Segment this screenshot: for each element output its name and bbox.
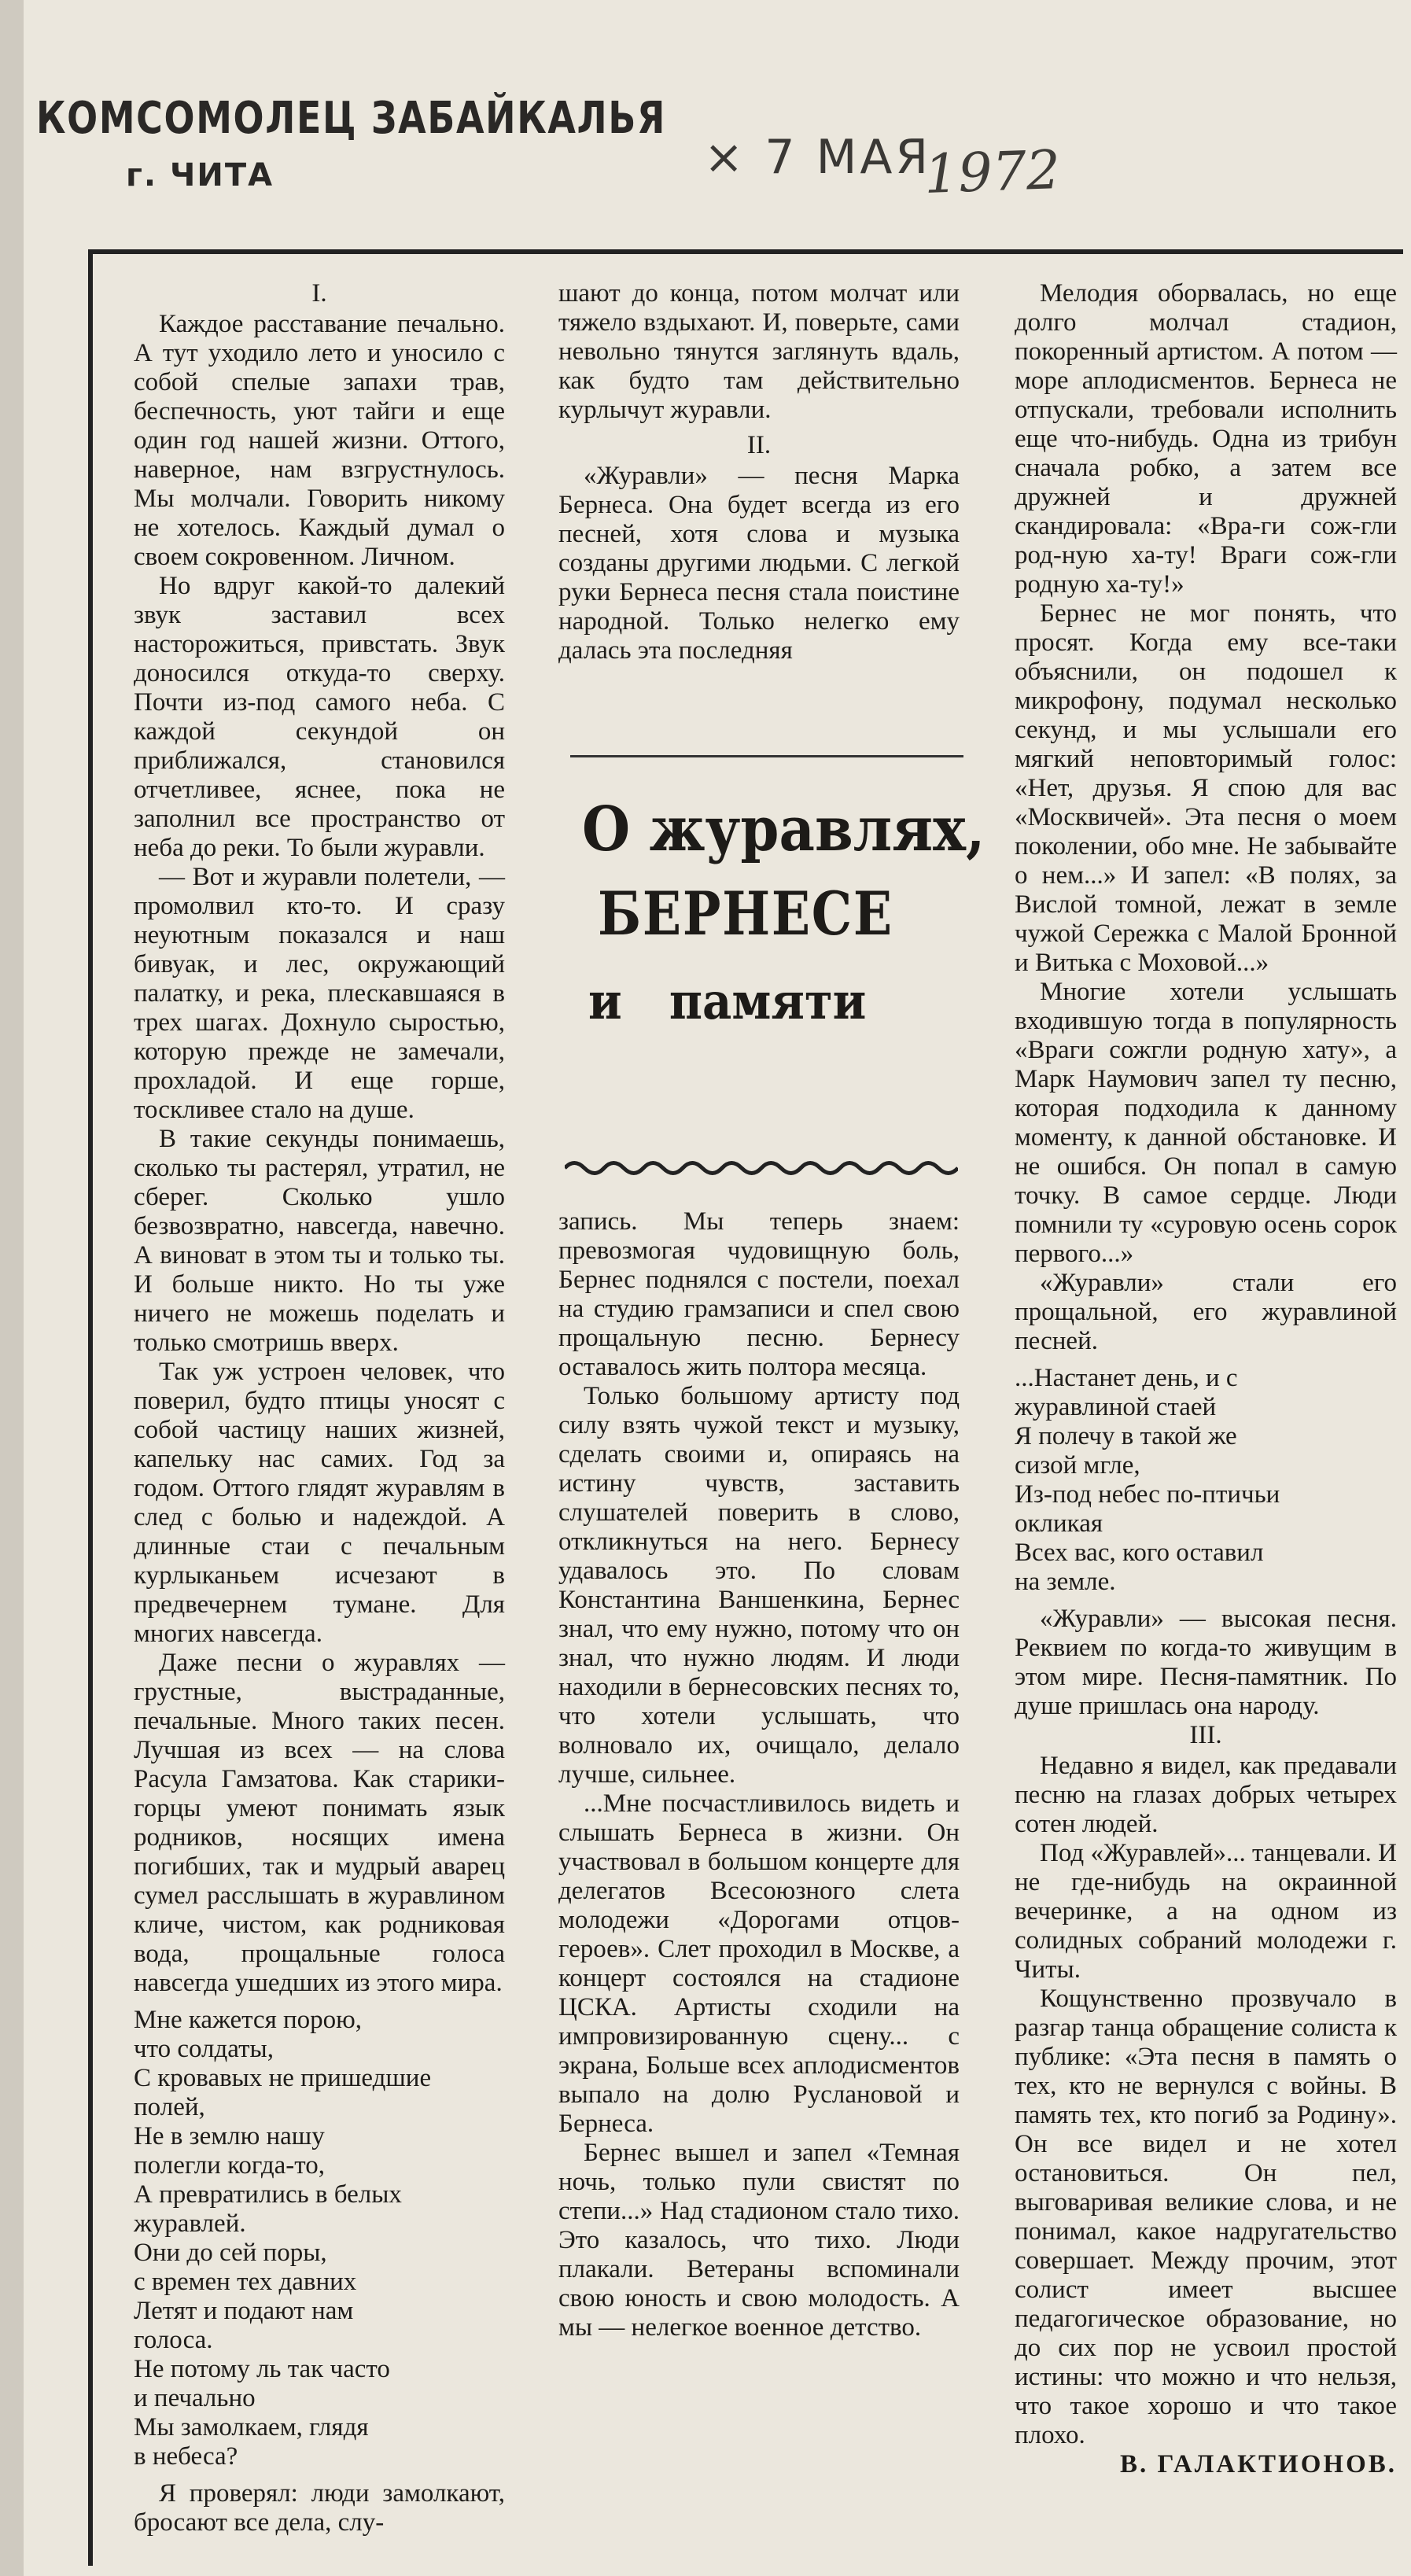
- paragraph: Только большому артисту под силу взять чужой текст и музыку, сделать своими и, опираясь на истину чувств, заставить слушателей поверить в слово, откликнуться на него. Бернесу удавалось это. По словам Константина Ваншенкина, Бернес знал, что ему нужно, потому что он знал, что нужно людям. И люди находили в бернесовских песнях то, что хотели услышать, что волновало их, очищало, делало лучше, сильнее.: [558, 1382, 960, 1789]
- headline-line-1: О журавлях,: [582, 794, 985, 865]
- handwritten-year: 1972: [923, 139, 1062, 206]
- date-stamp: × 7 МАЯ: [704, 130, 932, 185]
- paragraph: Я проверял: люди замолкают, бросают все дела, слу-: [134, 2479, 505, 2537]
- paragraph: «Журавли» — песня Марка Бернеса. Она будет всегда из его песней, хотя слова и музыка созданы другими людьми. С легкой руки Бернеса песня стала поистине народной. Только нелегко ему далась эта последняя: [558, 462, 960, 665]
- paragraph: «Журавли» — высокая песня. Реквием по когда-то живущим в этом мире. Песня-памятник. По душе пришлась она народу.: [1015, 1605, 1397, 1720]
- article-column-3: [1015, 279, 1397, 2479]
- poem-stanza: ...Настанет день, и с журавлиной стаей Я полечу в такой же сизой мгле, Из-под небес по-птичьи окликая Всех вас, кого оставил на земле.: [1015, 1364, 1280, 1596]
- paragraph: Недавно я видел, как предавали песню на глазах добрых четырех сотен людей.: [1015, 1752, 1397, 1838]
- paragraph: Так уж устроен человек, что поверил, будто птицы уносят с собой частицу наших жизней, капельку нас самих. Год за годом. Оттого глядят журавлям в след с болью и надеждой. А длинные стаи с печальным курлыканьем исчезают в предвечернем тумане. Для многих навсегда.: [134, 1358, 505, 1648]
- paragraph: Мелодия оборвалась, но еще долго молчал стадион, покоренный артистом. А потом — море аплодисментов. Бернеса не отпускали, требовали исполнить еще что-нибудь. Одна из трибун сначала робко, а затем все дружней и дружней скандировала: «Вра-ги сож-гли род-ную ха-ту! Враги сож-гли родную ха-ту!»: [1015, 279, 1397, 599]
- article-column-2-continued: [558, 1207, 960, 2342]
- headline-top-rule: [570, 755, 963, 757]
- section-number: I.: [311, 279, 327, 308]
- paragraph: Но вдруг какой-то далекий звук заставил всех насторожиться, привстать. Звук доносился откуда-то сверху. Почти из-под самого неба. С каждой секундой он приближался, становился отчетливее, яснее, пока не заполнил все пространство от неба до реки. То были журавли.: [134, 572, 505, 862]
- masthead: [25, 79, 666, 236]
- paragraph: Каждое расставание печально. А тут уходило лето и уносило с собой спелые запахи трав, беспечность, уют тайги и еще один год нашей жизни. Оттого, наверное, нам взгрустнулось. Мы молчали. Говорить никому не хотелось. Каждый думал о своем сокровенном. Личном.: [134, 310, 505, 571]
- article-column-2: [558, 279, 960, 665]
- section-number: III.: [1189, 1721, 1222, 1749]
- paragraph: «Журавли» стали его прощальной, его журавлиной песней.: [1015, 1269, 1397, 1355]
- author-signature: В. ГАЛАКТИОНОВ.: [1119, 2450, 1397, 2478]
- paragraph: В такие секунды понимаешь, сколько ты растерял, утратил, не сберег. Сколько ушло безвозвратно, навсегда, навечно. А виноват в этом ты и только ты. И больше никто. Но ты уже ничего не можешь поделать и только смотришь вверх.: [134, 1125, 505, 1357]
- headline-line-2: БЕРНЕСЕ: [598, 879, 893, 949]
- paragraph: Кощунственно прозвучало в разгар танца обращение солиста к публике: «Эта песня в память о тех, кто не вернулся с войны. В память тех, кто погиб за Родину». Он все видел и не хотел остановиться. Он пел, выговаривая великие слова, и не понимал, какое надругательство совершает. Между прочим, этот солист имеет высшее педагогическое образование, но до сих пор не усвоил простой истины: что можно и что нельзя, что такое хорошо и что такое плохо.: [1015, 1985, 1397, 2449]
- paragraph: Бернес не мог понять, что просят. Когда ему все-таки объяснили, он подошел к микрофону, подумал несколько секунд, и мы услышали его мягкий неповторимый голос: «Нет, друзья. Я спою для вас «Москвичей». Эта песня о моем поколении, обо мне. Не забывайте о нем...» И запел: «В полях, за Вислой томной, лежат в земле чужой Сережка с Малой Бронной и Витька с Моховой...»: [1015, 599, 1397, 977]
- article-headline: [582, 794, 985, 1034]
- headline-wavy-rule: [565, 1156, 958, 1180]
- paragraph: — Вот и журавли полетели, — промолвил кто-то. И сразу неуютным показался и наш бивуак, и лес, окружающий палатку, и река, плескавшаяся в трех шагах. Дохнуло сыростью, которую прежде не замечали, прохладой. И еще горше, тоскливее стало на душе.: [134, 863, 505, 1124]
- article-column-1: [134, 279, 505, 2537]
- paragraph: Даже песни о журавлях — грустные, выстраданные, печальные. Много таких песен. Лучшая из всех — на слова Расула Гамзатова. Как старики-горцы умеют понимать язык родников, носящих имена погибших, так и мудрый аварец сумел расслышать в журавлином кличе, чистом, как родниковая вода, прощальные голоса навсегда ушедших из этого мира.: [134, 1649, 505, 1997]
- paragraph: запись. Мы теперь знаем: превозмогая чудовищную боль, Бернес поднялся с постели, поехал на студию грамзаписи и спел свою прощальную песню. Бернесу оставалось жить полтора месяца.: [558, 1207, 960, 1381]
- paragraph: Бернес вышел и запел «Темная ночь, только пули свистят по степи...» Над стадионом стало тихо. Это казалось, что тихо. Люди плакали. Ветераны вспоминали свою юность и свою молодость. А мы — нелегкое военное детство.: [558, 2139, 960, 2342]
- city-stamp: г. ЧИТА: [126, 157, 274, 193]
- poem-stanza: Мне кажется порою, что солдаты, С кровавых не пришедшие полей, Не в землю нашу полегли когда-то, А превратились в белых журавлей. Они до сей поры, с времен тех давних Летят и подают нам голоса. Не потому ль так часто и печально Мы замолкаем, глядя в небеса?: [134, 2006, 432, 2471]
- paragraph: Под «Журавлей»... танцевали. И не где-нибудь на окраинной вечеринке, а на одном из солидных собраний молодежи г. Читы.: [1015, 1839, 1397, 1984]
- paragraph: ...Мне посчастливилось видеть и слышать Бернеса в жизни. Он участвовал в большом концерте для делегатов Всесоюзного слета молодежи «Дорогами отцов-героев». Слет проходил в Москве, а концерт состоялся на стадионе ЦСКА. Артисты сходили на импровизированную сцену... с экрана, Больше всех аплодисментов выпало на долю Руслановой и Бернеса.: [558, 1789, 960, 2138]
- paragraph: Многие хотели услышать входившую тогда в популярность «Враги сожгли родную хату», а Марк Наумович запел ту песню, которая подходила к данному моменту, к данной обстановке. И не ошибся. Он попал в самую точку. В самое сердце. Люди помнили ту «суровую осень сорок первого...»: [1015, 978, 1397, 1268]
- paragraph: шают до конца, потом молчат или тяжело вздыхают. И, поверьте, сами невольно тянутся заглянуть вдаль, как будто там действительно курлычут журавли.: [558, 279, 960, 424]
- newspaper-name-stamp: КОМСОМОЛЕЦ ЗАБАЙКАЛЬЯ: [36, 93, 666, 144]
- headline-line-3: и памяти: [588, 972, 867, 1031]
- section-number: II.: [746, 431, 772, 459]
